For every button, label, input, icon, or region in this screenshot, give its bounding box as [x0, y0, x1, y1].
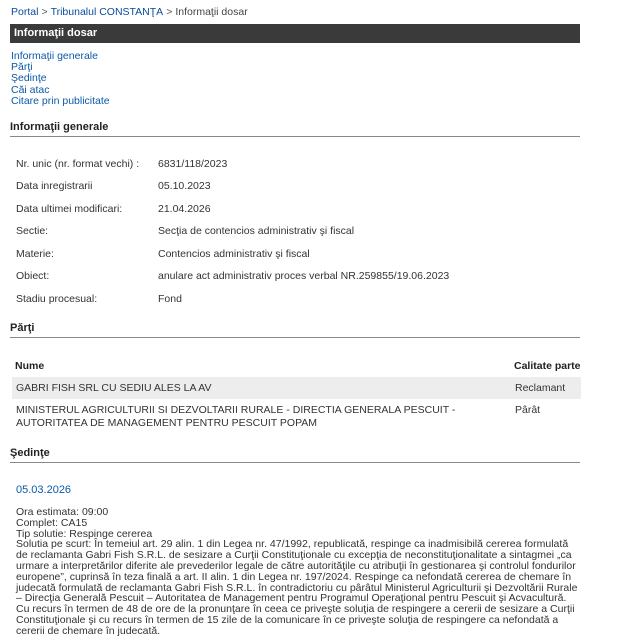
info-value: Secţia de contencios administrativ şi fiscal	[158, 225, 355, 237]
info-label: Obiect:	[16, 270, 50, 282]
nav-link-informatii-generale[interactable]: Informaţii generale	[11, 50, 98, 62]
info-label: Data inregistrarii	[16, 180, 93, 192]
party-name: MINISTERUL AGRICULTURII SI DEZVOLTARII RURALE - DIRECTIA GENERALA PESCUIT - AUTORITATEA DE MANAGEMENT PENTRU PESCUIT POPAM	[16, 404, 456, 429]
info-value: 6831/118/2023	[158, 158, 228, 170]
nav-link-cai-atac[interactable]: Căi atac	[11, 83, 50, 96]
breadcrumb-portal-link[interactable]: Portal	[11, 6, 39, 18]
info-label: Materie:	[16, 248, 54, 260]
section-heading-sedinte: Şedinţe	[10, 447, 580, 463]
info-label: Data ultimei modificari:	[16, 203, 123, 215]
section-heading-general: Informaţii generale	[10, 121, 580, 137]
sedinta-details	[16, 507, 580, 637]
info-value: Fond	[158, 293, 182, 305]
table-row	[12, 400, 581, 432]
page-title: Informaţii dosar	[10, 24, 580, 43]
info-value: 05.10.2023	[158, 180, 211, 192]
parti-col-name: Nume	[15, 360, 45, 372]
parti-col-role: Calitate parte	[514, 360, 581, 372]
sedinta-tip-solutie: Tip solutie: Respinge cererea	[16, 527, 153, 540]
sedinta-ora: Ora estimata: 09:00	[16, 506, 109, 518]
breadcrumb	[11, 6, 248, 18]
breadcrumb-current: Informaţii dosar	[175, 6, 248, 18]
nav-link-parti[interactable]: Părţi	[11, 61, 33, 74]
section-heading-parti: Părţi	[10, 322, 580, 338]
breadcrumb-separator: >	[41, 6, 48, 18]
nav-link-sedinte[interactable]: Şedinţe	[11, 72, 47, 85]
info-label: Stadiu procesual:	[16, 293, 98, 305]
section-nav	[11, 51, 110, 107]
info-value: 21.04.2026	[158, 203, 211, 215]
info-label: Sectie:	[16, 225, 49, 237]
party-role: Reclamant	[515, 382, 566, 394]
sedinta-date: 05.03.2026	[16, 484, 72, 496]
party-role: Pârât	[515, 404, 541, 416]
sedinta-complet: Complet: CA15	[16, 516, 88, 529]
info-label: Nr. unic (nr. format vechi) :	[16, 158, 140, 170]
table-row	[12, 377, 581, 399]
breadcrumb-court-link[interactable]: Tribunalul CONSTANŢA	[50, 6, 164, 18]
breadcrumb-separator: >	[166, 6, 173, 18]
info-value: Contencios administrativ şi fiscal	[158, 248, 310, 260]
nav-link-citare-publicitate[interactable]: Citare prin publicitate	[11, 94, 110, 107]
party-name: GABRI FISH SRL CU SEDIU ALES LA AV	[16, 382, 212, 394]
sedinta-solutie: Solutia pe scurt: În temeiul art. 29 alin. 1 din Legea nr. 47/1992, republicată, respinge ca inadmisibilă cererea formulată de reclamanta Gabri Fish S.R.L. de sesizare a Curţii Constituţionale cu excepţia de neconstituţionalitate a sintagmei „ca urmare a interpretărilor diferite ale prevederilor legale de către autorităţile cu atribuţii în gestionarea şi controlul fondurilor europene”, cuprinsă în teza finală a art. II alin. 1 din Legea nr. 197/2024. Respinge ca nefondată cererea de chemare în judecată formulată de reclamanta Gabri Fish S.R.L. în contradictoriu cu pârâtul Ministerul Agriculturii şi Dezvoltării Rurale – Direcţia Generală Pescuit – Autoritatea de Management pentru Programul Operaţional pentru Pescuit şi Acvacultură. Cu recurs în termen de 48 de ore de la pronunţare în ceea ce priveşte soluţia de respingere a cererii de sesizare a Curţii Constituţionale şi cu recurs în termen de 15 zile de la comunicare în ce priveşte soluţia de respingere ca nefondată a cererii de chemare în judecată.	[16, 538, 578, 637]
info-value: anulare act administrativ proces verbal NR.259855/19.06.2023	[158, 270, 450, 282]
